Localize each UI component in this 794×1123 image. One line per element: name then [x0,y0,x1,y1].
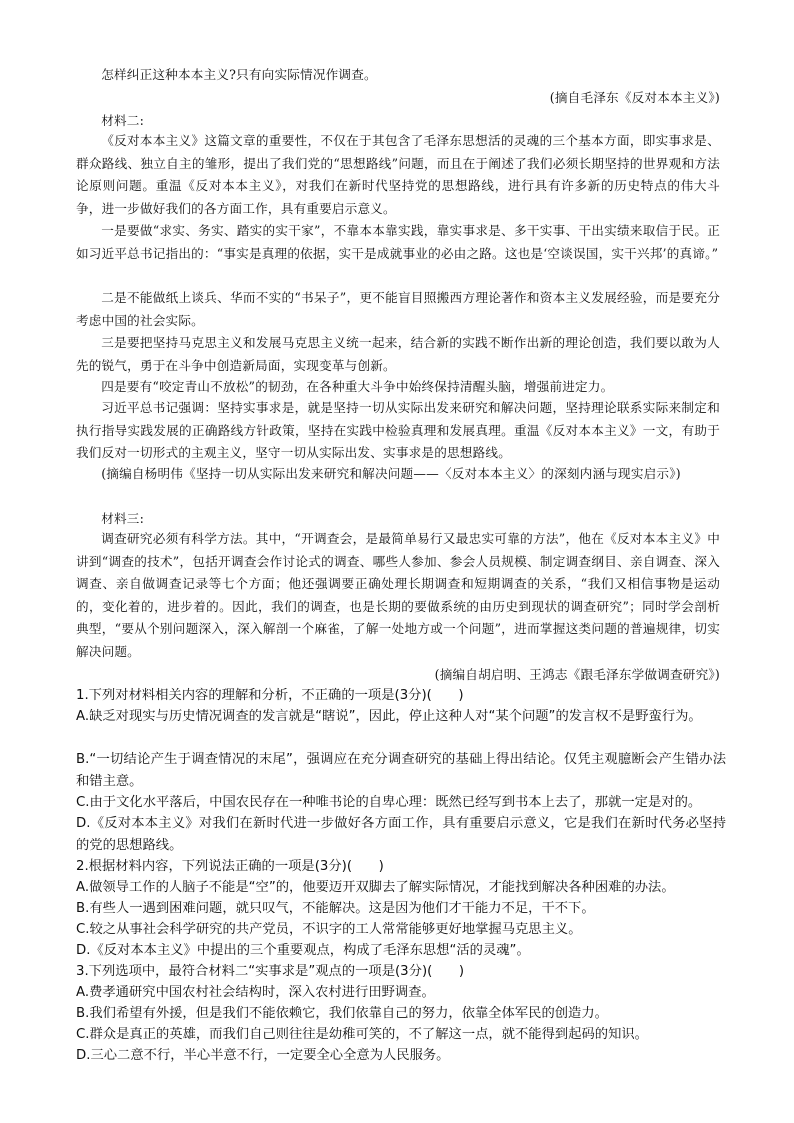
material2-paragraph-4: 三是要把坚持马克思主义和发展马克思主义统一起来，结合新的实践不断作出新的理论创造，我们要以敢为人先的锐气，勇于在斗争中创造新局面，实现变革与创新。 [76,335,720,373]
material2-paragraph-3: 二是不能做纸上谈兵、华而不实的“书呆子”，更不能盲目照搬西方理论著作和资本主义发展经验，而是要充分考虑中国的社会实际。 [76,290,720,328]
question-2-stem: 2.根据材料内容，下列说法正确的一项是(3分)( ) [76,859,384,874]
question-3-stem: 3.下列选项中，最符合材料二“实事求是”观点的一项是(3分)( ) [76,964,465,979]
material2-heading: 材料二: [101,113,145,128]
question-3-option-b[interactable]: B.我们希望有外援，但是我们不能依赖它，我们依靠自己的努力，依靠全体军民的创造力。 [76,1006,608,1021]
question-2-option-a[interactable]: A.做领导工作的人脑子不能是“空”的，他要迈开双脚去了解实际情况，才能找到解决各种困难的办法。 [76,880,675,895]
material3-heading: 材料三: [101,511,145,526]
question-2-option-c[interactable]: C.较之从事社会科学研究的共产党员，不识字的工人常常能够更好地掌握马克思主义。 [76,922,582,937]
material2-paragraph-2: 一是要做“求实、务实、踏实的实干家”，不靠本本靠实践，靠实事求是、多干实事、干出实绩来取信于民。正如习近平总书记指出的：“事实是真理的依据，实干是成就事业的必由之路。这也是‘空谈误国，实干兴邦’的真谛。” [76,223,720,261]
material3-source: (摘编自胡启明、王鸿志《跟毛泽东学做调查研究》) [434,667,720,682]
material2-paragraph-1: 《反对本本主义》这篇文章的重要性，不仅在于其包含了毛泽东思想活的灵魂的三个基本方面，即实事求是、群众路线、独立自主的雏形，提出了我们党的“思想路线”问题，而且在于阐述了我们必须长期坚持的世界观和方法论原则问题。重温《反对本本主义》，对我们在新时代坚持党的思想路线，进行具有许多新的历史特点的伟大斗争，进一步做好我们的各方面工作，具有重要启示意义。 [76,133,720,216]
material2-source: (摘编自杨明伟《坚持一切从实际出发来研究和解决问题——〈反对本本主义〉的深刻内涵与现实启示》) [101,466,681,481]
question-3-option-d[interactable]: D.三心二意不行，半心半意不行，一定要全心全意为人民服务。 [76,1048,450,1063]
material2-paragraph-6: 习近平总书记强调：坚持实事求是，就是坚持一切从实际出发来研究和解决问题，坚持理论联系实际来制定和执行指导实践发展的正确路线方针政策，坚持在实践中检验真理和发展真理。重温《反对本本主义》一文，有助于我们反对一切形式的主观主义，坚守一切从实际出发、实事求是的思想路线。 [76,400,720,460]
question-3-option-c[interactable]: C.群众是真正的英雄，而我们自己则往往是幼稚可笑的，不了解这一点，就不能得到起码的知识。 [76,1027,648,1042]
question-2-option-d[interactable]: D.《反对本本主义》中提出的三个重要观点，构成了毛泽东思想“活的灵魂”。 [76,943,530,958]
question-1-stem: 1.下列对材料相关内容的理解和分析，不正确的一项是(3分)( ) [76,688,464,703]
question-1-option-b[interactable]: B.“一切结论产生于调查情况的末尾”，强调应在充分调查研究的基础上得出结论。仅凭主观臆断会产生错办法和错主意。 [76,752,726,789]
material1-source: (摘自毛泽东《反对本本主义》) [549,90,720,105]
question-1-option-c[interactable]: C.由于文化水平落后，中国农民存在一种唯书论的自卑心理：既然已经写到书本上去了，那就一定是对的。 [76,795,702,810]
material1-tail: 怎样纠正这种本本主义?只有向实际情况作调查。 [101,67,377,82]
question-1-option-d[interactable]: D.《反对本本主义》对我们在新时代进一步做好各方面工作，具有重要启示意义，它是我们在新时代务必坚持的党的思想路线。 [76,816,726,853]
question-2-option-b[interactable]: B.有些人一遇到困难问题，就只叹气，不能解决。这是因为他们才干能力不足，干不下。 [76,901,595,916]
question-3-option-a[interactable]: A.费孝通研究中国农村社会结构时，深入农村进行田野调查。 [76,985,435,1000]
question-1-option-a[interactable]: A.缺乏对现实与历史情况调查的发言就是“瞎说”，因此，停止这种人对“某个问题”的发言权不是野蛮行为。 [76,709,702,724]
material3-paragraph-1: 调查研究必须有科学方法。其中，“开调查会，是最简单易行又最忠实可靠的方法”，他在《反对本本主义》中讲到“调查的技术”，包括开调查会作讨论式的调查、哪些人参加、参会人员规模、制定调查纲目、亲自调查、深入调查、亲自做调查记录等七个方面；他还强调要正确处理长期调查和短期调查的关系，“我们又相信事物是运动的，变化着的，进步着的。因此，我们的调查，也是长期的要做系统的由历史到现状的调查研究”；同时学会剖析典型，“要从个别问题深入，深入解剖一个麻雀，了解一处地方或一个问题”，进而掌握这类问题的普遍规律，切实解决问题。 [76,531,720,659]
material2-paragraph-5: 四是要有“咬定青山不放松”的韧劲，在各种重大斗争中始终保持清醒头脑，增强前进定力。 [101,379,614,394]
